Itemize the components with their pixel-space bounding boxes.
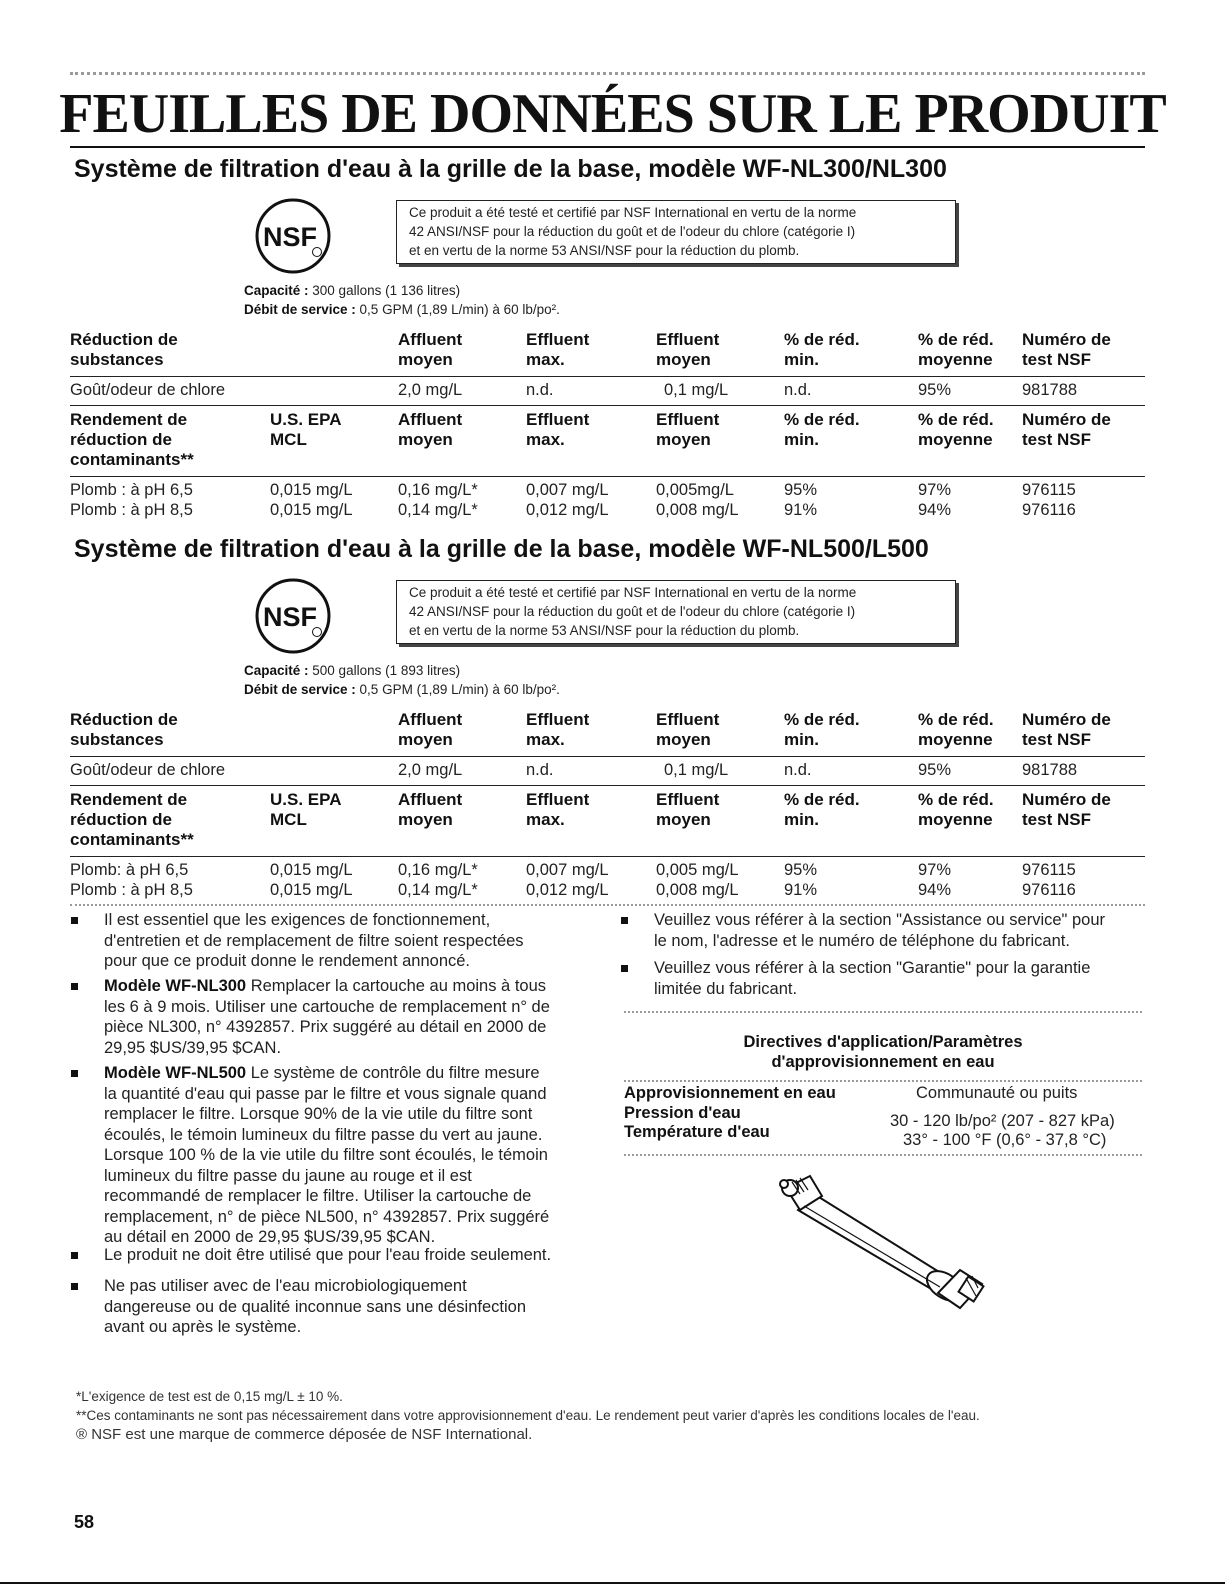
table-header-cell: moyen: [398, 430, 453, 449]
bullet-line: [104, 1297, 594, 1318]
bullet-text: au détail en 2000 de 29,95 $US/39,95 $CAN.: [104, 1228, 436, 1246]
bullet-line: [104, 931, 594, 952]
supply-label: Approvisionnement en eau: [624, 1084, 836, 1102]
table-cell: 976115: [1022, 481, 1076, 499]
table-cell: 0,012 mg/L: [526, 881, 609, 899]
table-header-cell: Effluent: [656, 790, 720, 809]
table-header-cell: Affluent: [398, 410, 463, 429]
page-title: FEUILLES DE DONNÉES SUR LE PRODUIT: [59, 83, 1166, 145]
table-cell: 95%: [784, 861, 818, 879]
table-cell: 95%: [918, 761, 952, 779]
bullet-bold-label: Modèle WF-NL300: [104, 977, 247, 995]
table-cell: 0,015 mg/L: [270, 881, 353, 899]
table-header-cell: Numéro de: [1022, 410, 1111, 429]
table-cell: n.d.: [526, 381, 554, 399]
bullet-line: [104, 951, 594, 972]
bullet-line: [104, 1084, 594, 1105]
table-header-cell: % de réd.: [918, 790, 994, 809]
bullet-marker: [71, 917, 78, 924]
table-header-cell: contaminants**: [70, 450, 194, 469]
table-cell: 97%: [918, 481, 952, 499]
bullet-marker: [71, 1070, 78, 1077]
certification-box: [396, 580, 956, 644]
bullet-line: [104, 1104, 594, 1125]
table-header-cell: Rendement de: [70, 410, 188, 429]
table-cell: 976116: [1022, 881, 1076, 899]
table-header-cell: % de réd.: [918, 330, 994, 349]
table-header-cell: Affluent: [398, 330, 463, 349]
table-header-cell: moyen: [656, 430, 711, 449]
directives-title-line-2: d'approvisionnement en eau: [771, 1053, 995, 1071]
page-number: 58: [74, 1512, 95, 1532]
table-header-cell: moyenne: [918, 810, 993, 829]
table-header-cell: Numéro de: [1022, 710, 1111, 729]
bullet-bold-label: Modèle WF-NL500: [104, 1064, 247, 1082]
table-cell: 97%: [918, 861, 952, 879]
directives-bottom-dotted-rule: [624, 1154, 1142, 1156]
table-header-cell: Rendement de: [70, 790, 188, 809]
table-header-cell: test NSF: [1022, 350, 1091, 369]
table-cell: 976116: [1022, 501, 1076, 519]
table-rule: [70, 405, 1145, 406]
bullet-line: Veuillez vous référer à la section "Garantie" pour la garantie: [654, 959, 1091, 977]
table-cell: 95%: [918, 381, 952, 399]
table-cell: 2,0 mg/L: [398, 381, 463, 399]
table-header-cell: % de réd.: [918, 410, 994, 429]
table-cell: 0,16 mg/L*: [398, 861, 478, 879]
table-header-cell: Numéro de: [1022, 790, 1111, 809]
pressure-label: Pression d'eau: [624, 1104, 741, 1122]
table-cell: n.d.: [784, 761, 812, 779]
directives-top-dotted-rule: [624, 1011, 1142, 1013]
table-cell: 91%: [784, 881, 818, 899]
bullet-item: [104, 976, 594, 1058]
table-cell: 94%: [918, 501, 952, 519]
bullet-line: [104, 1017, 594, 1038]
table-cell: 2,0 mg/L: [398, 761, 463, 779]
bullet-line: [104, 1166, 594, 1187]
bullet-line: [104, 1038, 594, 1059]
table-cell: 0,015 mg/L: [270, 481, 353, 499]
section-heading: Système de filtration d'eau à la grille de la base, modèle WF-NL500/L500: [74, 535, 929, 563]
table-header-cell: max.: [526, 430, 565, 449]
table-header-cell: moyen: [656, 350, 711, 369]
capacity-value: 300 gallons (1 136 litres): [308, 283, 461, 298]
bullet-text: pièce NL300, n° 4392857. Prix suggéré au détail en 2000 de: [104, 1018, 547, 1036]
table-header-cell: substances: [70, 730, 164, 749]
table-header-cell: Effluent: [656, 710, 720, 729]
bullet-text: Il est essentiel que les exigences de fonctionnement,: [104, 911, 491, 929]
table-header-cell: moyen: [398, 730, 453, 749]
table-rule: [70, 756, 1145, 757]
bullet-item: [654, 910, 1144, 951]
table-cell: Plomb : à pH 6,5: [70, 481, 193, 499]
table-cell: 0,14 mg/L*: [398, 881, 478, 899]
bullet-line: [104, 1317, 594, 1338]
table-header-cell: max.: [526, 350, 565, 369]
temperature-label: Température d'eau: [624, 1123, 770, 1141]
table-cell: 981788: [1022, 761, 1078, 779]
bullet-item: [104, 910, 594, 972]
bullet-line: [104, 1063, 594, 1084]
table-header-cell: contaminants**: [70, 830, 194, 849]
table-cell: Goût/odeur de chlore: [70, 761, 226, 779]
table-cell: 976115: [1022, 861, 1076, 879]
table-cell: 0,005mg/L: [656, 481, 734, 499]
certification-line: et en vertu de la norme 53 ANSI/NSF pour la réduction du plomb.: [409, 623, 800, 638]
bullet-marker: [71, 1283, 78, 1290]
certification-line: 42 ANSI/NSF pour la réduction du goût et de l'odeur du chlore (catégorie I): [409, 224, 856, 239]
table-cell: n.d.: [526, 761, 554, 779]
table-rule: [70, 785, 1145, 786]
bullet-text: 29,95 $US/39,95 $CAN.: [104, 1038, 282, 1057]
table-cell: 0,015 mg/L: [270, 861, 353, 879]
table-cell: n.d.: [784, 381, 812, 399]
certification-line: 42 ANSI/NSF pour la réduction du goût et de l'odeur du chlore (catégorie I): [409, 604, 856, 619]
table-header-cell: % de réd.: [784, 330, 860, 349]
certification-line: Ce produit a été testé et certifié par NSF International en vertu de la norme: [409, 585, 857, 600]
table-header-cell: Affluent: [398, 710, 463, 729]
table-cell: 0,16 mg/L*: [398, 481, 478, 499]
bullet-text: dangereuse ou de qualité inconnue sans une désinfection: [104, 1297, 526, 1316]
bullet-text: Remplacer la cartouche au moins à tous: [246, 977, 547, 995]
table-header-cell: test NSF: [1022, 430, 1091, 449]
table-bottom-dotted-rule: [70, 904, 1145, 906]
bullet-text: les 6 à 9 mois. Utiliser une cartouche de remplacement n° de: [104, 997, 550, 1016]
bullet-text: avant ou après le système.: [104, 1318, 302, 1336]
table-cell: 95%: [784, 481, 818, 499]
table-header-cell: Réduction de: [70, 330, 178, 349]
table-header-cell: % de réd.: [784, 790, 860, 809]
bullet-marker: [621, 965, 628, 972]
table-header-cell: Numéro de: [1022, 330, 1111, 349]
bottom-rule: [0, 1582, 1225, 1584]
directives-mid-dotted-rule: [624, 1080, 1142, 1082]
capacity-label: Capacité :: [244, 663, 309, 678]
table-cell: 0,007 mg/L: [526, 481, 609, 499]
table-header-cell: test NSF: [1022, 730, 1091, 749]
table-header-cell: MCL: [270, 810, 307, 829]
table-header-cell: Affluent: [398, 790, 463, 809]
table-rule: [70, 476, 1145, 477]
table-header-cell: max.: [526, 810, 565, 829]
table-rule: [70, 376, 1145, 377]
bullet-line: [104, 997, 594, 1018]
table-cell: 981788: [1022, 381, 1078, 399]
bullet-line: Veuillez vous référer à la section "Assistance ou service" pour: [654, 911, 1106, 929]
table-cell: 0,008 mg/L: [656, 501, 739, 519]
table-header-cell: min.: [784, 350, 819, 369]
section-heading: Système de filtration d'eau à la grille de la base, modèle WF-NL300/NL300: [74, 155, 947, 183]
bullet-item: [104, 1276, 594, 1338]
flow-rate-label: Débit de service :: [244, 302, 356, 317]
table-cell: 0,14 mg/L*: [398, 501, 478, 519]
footnote: *L'exigence de test est de 0,15 mg/L ± 10 %.: [76, 1389, 343, 1404]
supply-value: Communauté ou puits: [916, 1084, 1078, 1102]
bullet-line: [104, 1145, 594, 1166]
table-header-cell: max.: [526, 730, 565, 749]
title-rule: [70, 146, 1145, 148]
bullet-line: [104, 1245, 594, 1266]
bullet-line: [104, 1125, 594, 1146]
bullet-line: [104, 976, 594, 997]
table-header-cell: moyenne: [918, 350, 993, 369]
table-header-cell: Effluent: [526, 410, 590, 429]
certification-box: [396, 200, 956, 264]
bullet-marker: [71, 1252, 78, 1259]
flow-rate-line: [244, 301, 560, 319]
table-cell: 0,008 mg/L: [656, 881, 739, 899]
bullet-text: pour que ce produit donne le rendement annoncé.: [104, 952, 471, 970]
table-header-cell: substances: [70, 350, 164, 369]
table-header-cell: min.: [784, 730, 819, 749]
directives-title-line-1: Directives d'application/Paramètres: [743, 1033, 1023, 1051]
table-cell: 91%: [784, 501, 818, 519]
table-header-cell: test NSF: [1022, 810, 1091, 829]
table-header-cell: Effluent: [656, 410, 720, 429]
table-header-cell: min.: [784, 430, 819, 449]
table-cell: 0,012 mg/L: [526, 501, 609, 519]
bullet-marker: [71, 983, 78, 990]
bullet-text: Le système de contrôle du filtre mesure: [246, 1064, 540, 1082]
flow-rate-line: [244, 681, 560, 699]
table-header-cell: Effluent: [526, 790, 590, 809]
table-header-cell: min.: [784, 810, 819, 829]
top-dotted-rule: [70, 72, 1145, 75]
table-cell: 94%: [918, 881, 952, 899]
table-header-cell: % de réd.: [784, 710, 860, 729]
bullet-line: limitée du fabricant.: [654, 979, 798, 998]
temperature-value: 33° - 100 °F (0,6° - 37,8 °C): [903, 1131, 1107, 1149]
table-cell: Plomb : à pH 8,5: [70, 501, 193, 519]
bullet-marker: [621, 917, 628, 924]
table-header-cell: réduction de: [70, 810, 173, 829]
table-header-cell: moyen: [398, 810, 453, 829]
table-cell: Goût/odeur de chlore: [70, 381, 226, 399]
table-header-cell: réduction de: [70, 430, 173, 449]
capacity-value: 500 gallons (1 893 litres): [308, 663, 461, 678]
footnote: **Ces contaminants ne sont pas nécessairement dans votre approvisionnement d'eau. Le rendement peut varier d'après les conditions locales de l'eau.: [76, 1408, 980, 1423]
table-header-cell: moyen: [398, 350, 453, 369]
bullet-text: remplacement, n° de pièce NL500, n° 4392857. Prix suggéré: [104, 1207, 550, 1226]
nsf-logo-text: NSF: [263, 222, 317, 252]
capacity-line: [244, 662, 460, 680]
table-header-cell: Effluent: [656, 330, 720, 349]
table-cell: 0,1 mg/L: [664, 381, 729, 399]
table-header-cell: MCL: [270, 430, 307, 449]
flow-rate-label: Débit de service :: [244, 682, 356, 697]
bullet-line: [104, 910, 594, 931]
certification-line: Ce produit a été testé et certifié par NSF International en vertu de la norme: [409, 205, 857, 220]
table-header-cell: Réduction de: [70, 710, 178, 729]
nsf-logo-icon: [253, 576, 333, 656]
table-header-cell: % de réd.: [918, 710, 994, 729]
certification-line: et en vertu de la norme 53 ANSI/NSF pour la réduction du plomb.: [409, 243, 800, 258]
table-header-cell: U.S. EPA: [270, 410, 342, 429]
bullet-item: [654, 958, 1144, 999]
bullet-line: le nom, l'adresse et le numéro de téléphone du fabricant.: [654, 931, 1070, 950]
bullet-text: lumineux du filtre passe du jaune au rouge et il est: [104, 1166, 472, 1185]
table-cell: 0,005 mg/L: [656, 861, 739, 879]
bullet-text: Lorsque 100 % de la vie utile du filtre sont écoulés, le témoin: [104, 1146, 548, 1164]
table-cell: 0,015 mg/L: [270, 501, 353, 519]
table-header-cell: moyenne: [918, 730, 993, 749]
table-cell: Plomb : à pH 8,5: [70, 881, 193, 899]
capacity-label: Capacité :: [244, 283, 309, 298]
bullet-text: d'entretien et de remplacement de filtre soient respectées: [104, 931, 524, 950]
table-rule: [70, 856, 1145, 857]
table-header-cell: moyen: [656, 810, 711, 829]
table-header-cell: moyenne: [918, 430, 993, 449]
table-cell: 0,007 mg/L: [526, 861, 609, 879]
flow-rate-value: 0,5 GPM (1,89 L/min) à 60 lb/po².: [355, 682, 560, 697]
capacity-line: [244, 282, 460, 300]
nsf-logo-icon: [253, 196, 333, 276]
table-header-cell: U.S. EPA: [270, 790, 342, 809]
bullet-text: remplacer le filtre. Lorsque 90% de la vie utile du filtre sont: [104, 1105, 533, 1123]
table-cell: Plomb: à pH 6,5: [70, 861, 189, 879]
bullet-line: [104, 1186, 594, 1207]
filter-cartridge-illustration: [770, 1168, 1000, 1318]
bullet-text: la quantité d'eau qui passe par le filtre et vous signale quand: [104, 1084, 547, 1103]
table-header-cell: moyen: [656, 730, 711, 749]
bullet-text: écoulés, le témoin lumineux du filtre passe du vert au jaune.: [104, 1125, 543, 1144]
nsf-logo-text: NSF: [263, 602, 317, 632]
bullet-text: recommandé de remplacer le filtre. Utiliser la cartouche de: [104, 1187, 532, 1205]
pressure-value: 30 - 120 lb/po² (207 - 827 kPa): [890, 1112, 1115, 1130]
bullet-item: [104, 1245, 594, 1266]
table-header-cell: Effluent: [526, 710, 590, 729]
bullet-item: [104, 1063, 594, 1248]
flow-rate-value: 0,5 GPM (1,89 L/min) à 60 lb/po².: [355, 302, 560, 317]
table-header-cell: Effluent: [526, 330, 590, 349]
bullet-text: Ne pas utiliser avec de l'eau microbiologiquement: [104, 1277, 467, 1295]
bullet-line: [104, 1207, 594, 1228]
bullet-text: Le produit ne doit être utilisé que pour l'eau froide seulement.: [104, 1246, 552, 1264]
table-header-cell: % de réd.: [784, 410, 860, 429]
bullet-line: [104, 1276, 594, 1297]
table-cell: 0,1 mg/L: [664, 761, 729, 779]
footnote: ® NSF est une marque de commerce déposée de NSF International.: [76, 1426, 533, 1443]
